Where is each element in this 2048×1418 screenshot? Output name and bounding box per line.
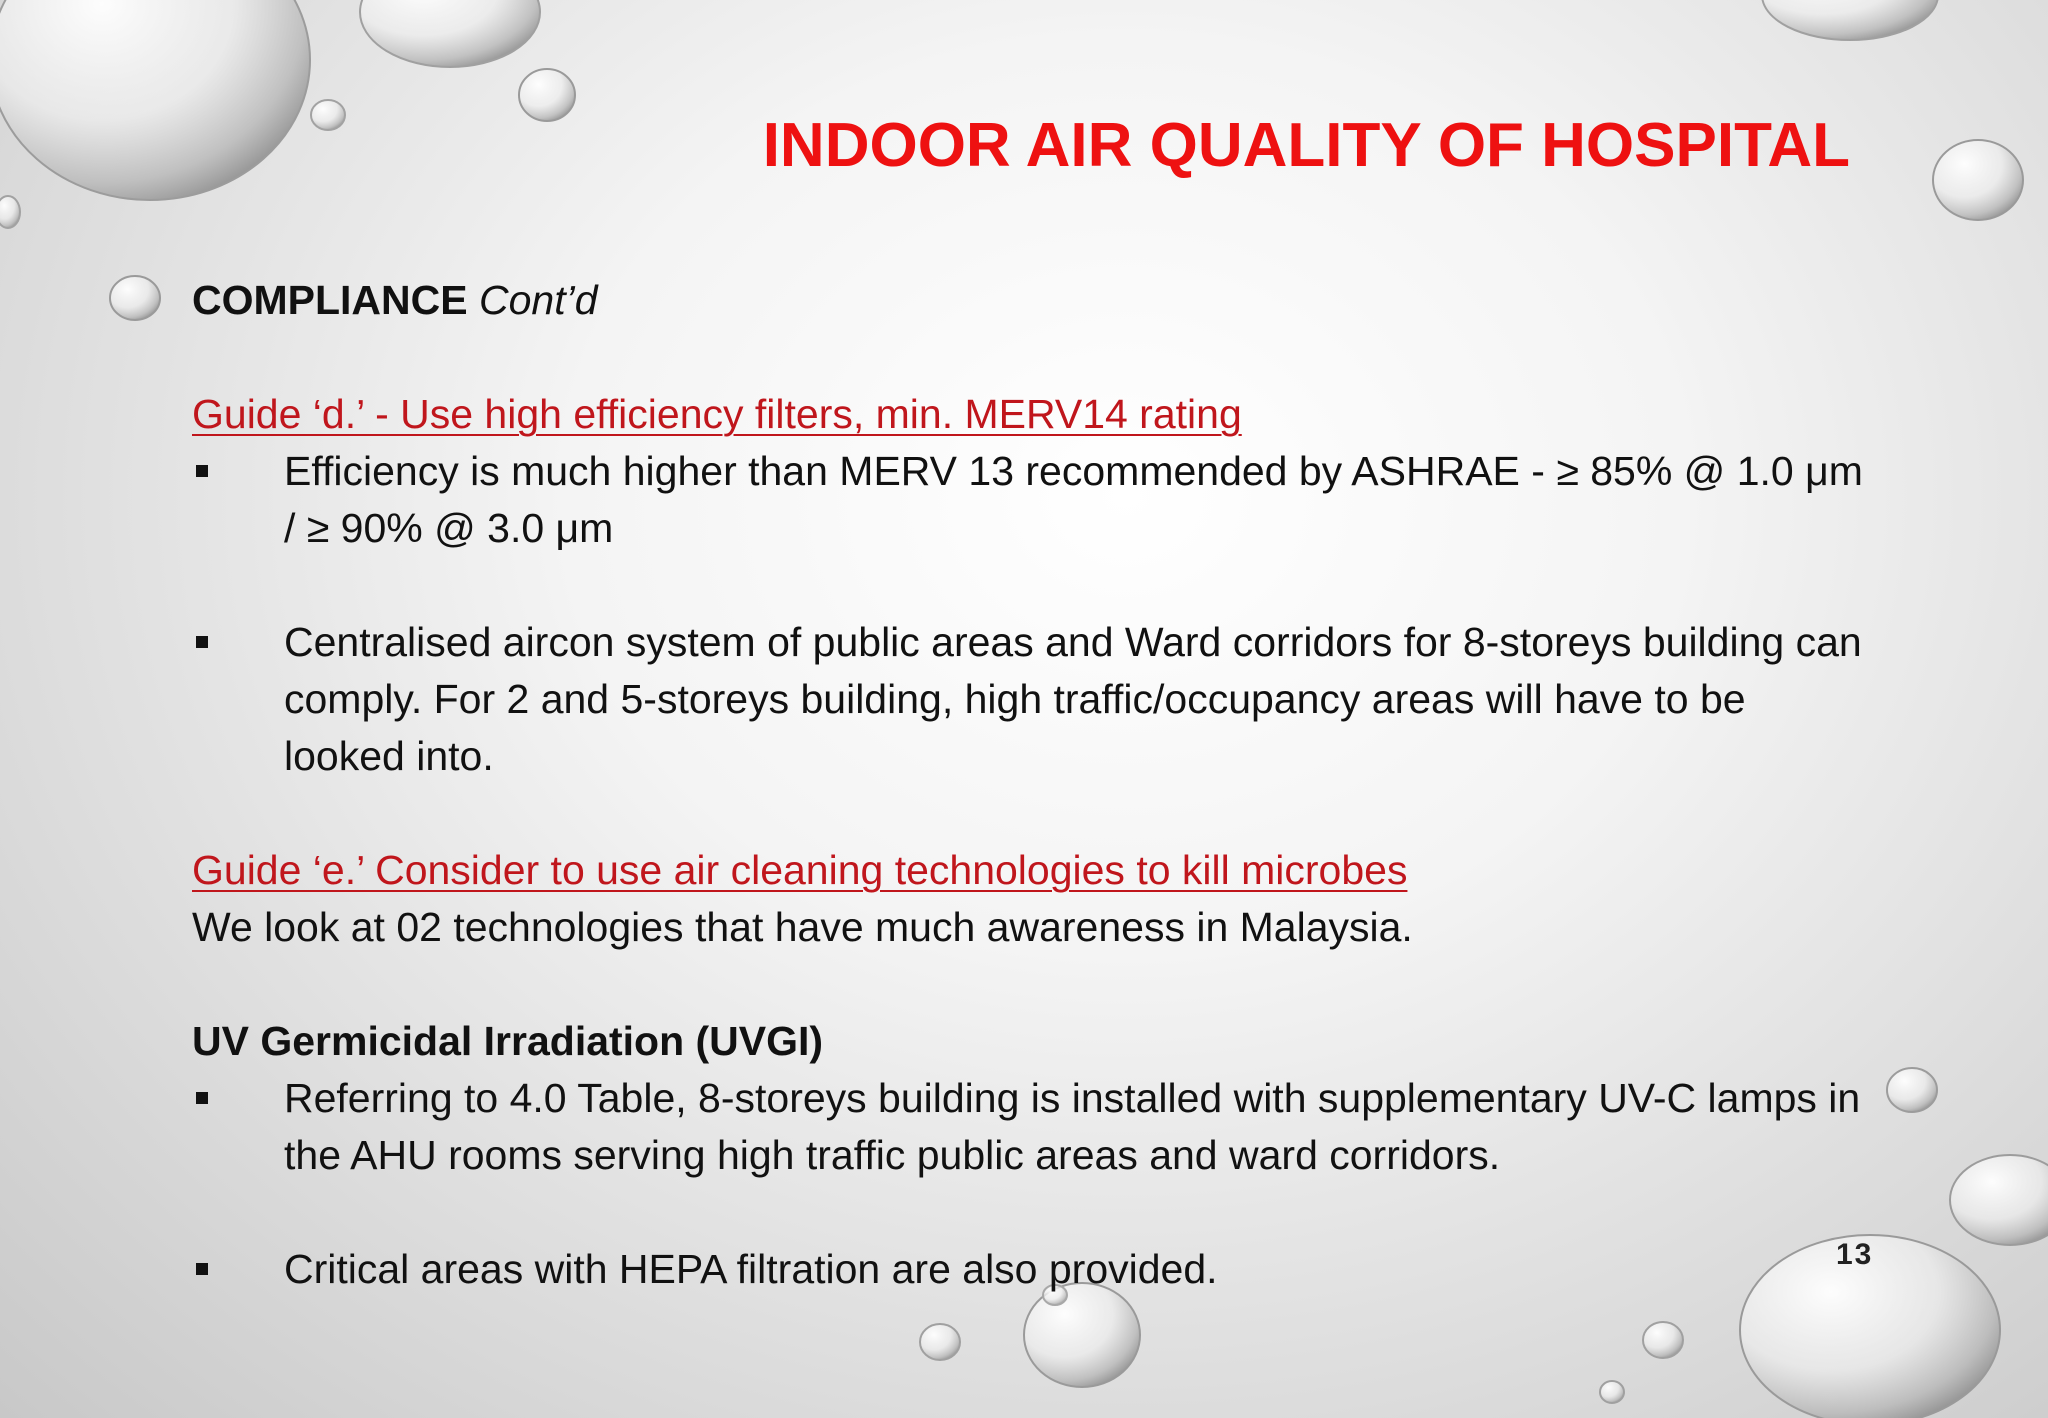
bullet-item — [192, 1070, 1872, 1184]
slide-title: INDOOR AIR QUALITY OF HOSPITAL — [762, 111, 1850, 180]
water-drop — [519, 69, 575, 121]
water-drop — [1950, 1155, 2048, 1245]
compliance-heading — [192, 272, 1872, 329]
water-drop — [1887, 1068, 1937, 1112]
spacer — [192, 1184, 1872, 1241]
guide-e-text: We look at 02 technologies that have much awareness in Malaysia. — [192, 904, 1413, 950]
bullet-icon — [192, 443, 284, 500]
page-number: 13 — [1836, 1238, 1874, 1271]
bullet-item — [192, 614, 1872, 785]
uvgi-heading: UV Germicidal Irradiation (UVGI) — [192, 1018, 824, 1064]
water-drop — [1600, 1381, 1624, 1403]
water-drop — [0, 0, 310, 200]
spacer — [192, 956, 1872, 1013]
water-drop — [0, 196, 20, 228]
bullet-text: Referring to 4.0 Table, 8-storeys building is installed with supplementary UV-C lamps in the AHU rooms serving high traffic public areas and ward corridors. — [284, 1075, 1861, 1178]
water-drop — [311, 100, 345, 130]
bullet-icon — [192, 614, 284, 671]
bullet-item — [192, 443, 1872, 557]
bullet-icon — [192, 1070, 284, 1127]
bullet-text: Efficiency is much higher than MERV 13 recommended by ASHRAE - ≥ 85% @ 1.0 μm / ≥ 90% @ 3.0 μm — [284, 448, 1863, 551]
water-drop — [920, 1324, 960, 1360]
compliance-heading-bold: COMPLIANCE — [192, 277, 468, 323]
bullet-text: Centralised aircon system of public areas and Ward corridors for 8-storeys building can comply. For 2 and 5-storeys building, high traffic/occupancy areas will have to be looked into. — [284, 619, 1862, 779]
guide-e-heading: Guide ‘e.’ Consider to use air cleaning technologies to kill microbes — [192, 847, 1408, 893]
water-drop — [1643, 1322, 1683, 1358]
bullet-item — [192, 1241, 1872, 1298]
bullet-icon — [192, 1241, 284, 1298]
guide-d-heading: Guide ‘d.’ - Use high efficiency filters, min. MERV14 rating — [192, 391, 1242, 437]
spacer — [192, 557, 1872, 614]
water-drop — [360, 0, 540, 67]
slide-content — [192, 272, 1872, 1298]
water-drop — [110, 276, 160, 320]
bullet-text: Critical areas with HEPA filtration are also provided. — [284, 1246, 1218, 1292]
spacer — [192, 785, 1872, 842]
water-drop — [1762, 0, 1938, 40]
water-drop — [1024, 1283, 1140, 1387]
spacer — [192, 329, 1872, 386]
water-drop — [1933, 140, 2023, 220]
compliance-heading-italic: Cont’d — [479, 277, 598, 323]
